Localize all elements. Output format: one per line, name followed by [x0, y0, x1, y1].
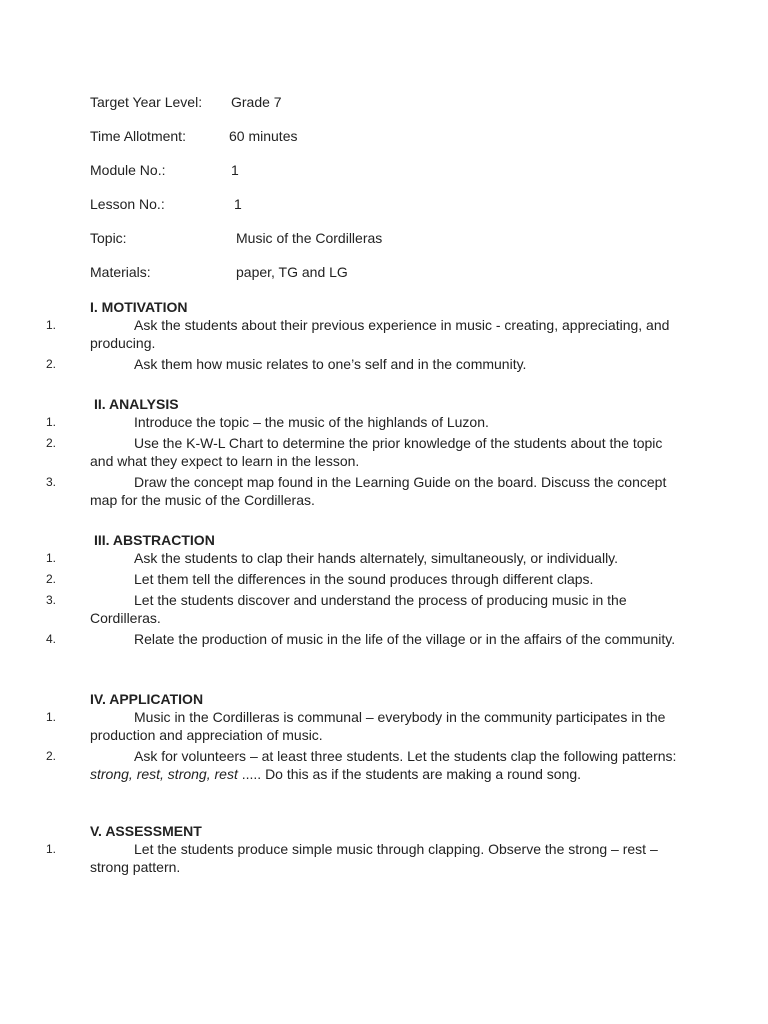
application-heading: IV. APPLICATION [90, 691, 204, 707]
analysis-list [46, 413, 680, 509]
item-text: Relate the production of music in the life of the village or in the affairs of the community. [134, 631, 676, 647]
target-year-level-value: Grade 7 [231, 94, 282, 110]
analysis-heading: II. ANALYSIS [94, 396, 179, 412]
lesson-no-label: Lesson No.: [90, 196, 165, 212]
item-text: Ask the students to clap their hands alternately, simultaneously, or individually. [134, 550, 619, 566]
analysis-item-2 [46, 434, 680, 470]
analysis-section [46, 395, 680, 512]
motivation-heading: I. MOTIVATION [90, 299, 188, 315]
item-number: 1. [46, 710, 57, 724]
time-allotment-row [90, 126, 690, 146]
item-number: 2. [46, 436, 57, 450]
item-text: Let them tell the differences in the sound produces through different claps. [134, 571, 594, 587]
motivation-item-1 [46, 316, 680, 352]
item-number: 4. [46, 632, 57, 646]
item-number: 3. [46, 593, 57, 607]
item-text: Music in the Cordilleras is communal – everybody in the community participates in the production and appreciation of music. [90, 709, 666, 743]
analysis-item-3 [46, 473, 680, 509]
item-number: 1. [46, 551, 57, 565]
item-text-after: ..... Do this as if the students are making a round song. [241, 766, 582, 782]
assessment-list [46, 840, 680, 876]
abstraction-item-4 [46, 630, 680, 648]
module-no-value: 1 [231, 162, 239, 178]
item-text: Let the students discover and understand the process of producing music in the Cordilleras. [90, 592, 627, 626]
item-text: Let the students produce simple music through clapping. Observe the strong – rest – strong pattern. [90, 841, 658, 875]
module-no-row [90, 160, 690, 180]
clap-pattern: strong, rest, strong, rest [90, 766, 238, 782]
assessment-section [46, 822, 680, 879]
application-item-2 [46, 747, 680, 783]
assessment-item-1 [46, 840, 680, 876]
lesson-no-row [90, 194, 690, 214]
item-text: Use the K-W-L Chart to determine the prior knowledge of the students about the topic and what they expect to learn in the lesson. [90, 435, 663, 469]
materials-label: Materials: [90, 264, 151, 280]
motivation-list [46, 316, 680, 373]
abstraction-heading: III. ABSTRACTION [94, 532, 215, 548]
lesson-no-value: 1 [234, 196, 242, 212]
item-number: 2. [46, 749, 57, 763]
abstraction-item-2 [46, 570, 680, 588]
time-allotment-value: 60 minutes [229, 128, 298, 144]
target-year-level-row [90, 92, 690, 112]
topic-value: Music of the Cordilleras [236, 230, 383, 246]
topic-label: Topic: [90, 230, 127, 246]
topic-row [90, 228, 690, 248]
abstraction-item-1 [46, 549, 680, 567]
materials-value: paper, TG and LG [236, 264, 348, 280]
item-number: 1. [46, 318, 57, 332]
materials-row [90, 262, 690, 282]
target-year-level-label: Target Year Level: [90, 94, 203, 110]
abstraction-list [46, 549, 680, 648]
motivation-item-2 [46, 355, 680, 373]
assessment-heading: V. ASSESSMENT [90, 823, 202, 839]
abstraction-item-3 [46, 591, 680, 627]
module-no-label: Module No.: [90, 162, 166, 178]
item-number: 1. [46, 415, 57, 429]
item-number: 3. [46, 475, 57, 489]
item-number: 2. [46, 572, 57, 586]
item-text: Draw the concept map found in the Learning Guide on the board. Discuss the concept map for the music of the Cordilleras. [90, 474, 667, 508]
item-text: Ask the students about their previous experience in music - creating, appreciating, and producing. [90, 317, 670, 351]
item-text: Ask them how music relates to one’s self and in the community. [134, 356, 527, 372]
motivation-section [46, 298, 680, 376]
application-section [46, 690, 680, 786]
application-item-1 [46, 708, 680, 744]
item-number: 2. [46, 357, 57, 371]
time-allotment-label: Time Allotment: [90, 128, 186, 144]
item-text: Introduce the topic – the music of the highlands of Luzon. [134, 414, 489, 430]
item-text-before: Ask for volunteers – at least three students. Let the students clap the following patterns: [134, 748, 677, 764]
abstraction-section [46, 531, 680, 651]
application-list [46, 708, 680, 783]
analysis-item-1 [46, 413, 680, 431]
item-number: 1. [46, 842, 57, 856]
